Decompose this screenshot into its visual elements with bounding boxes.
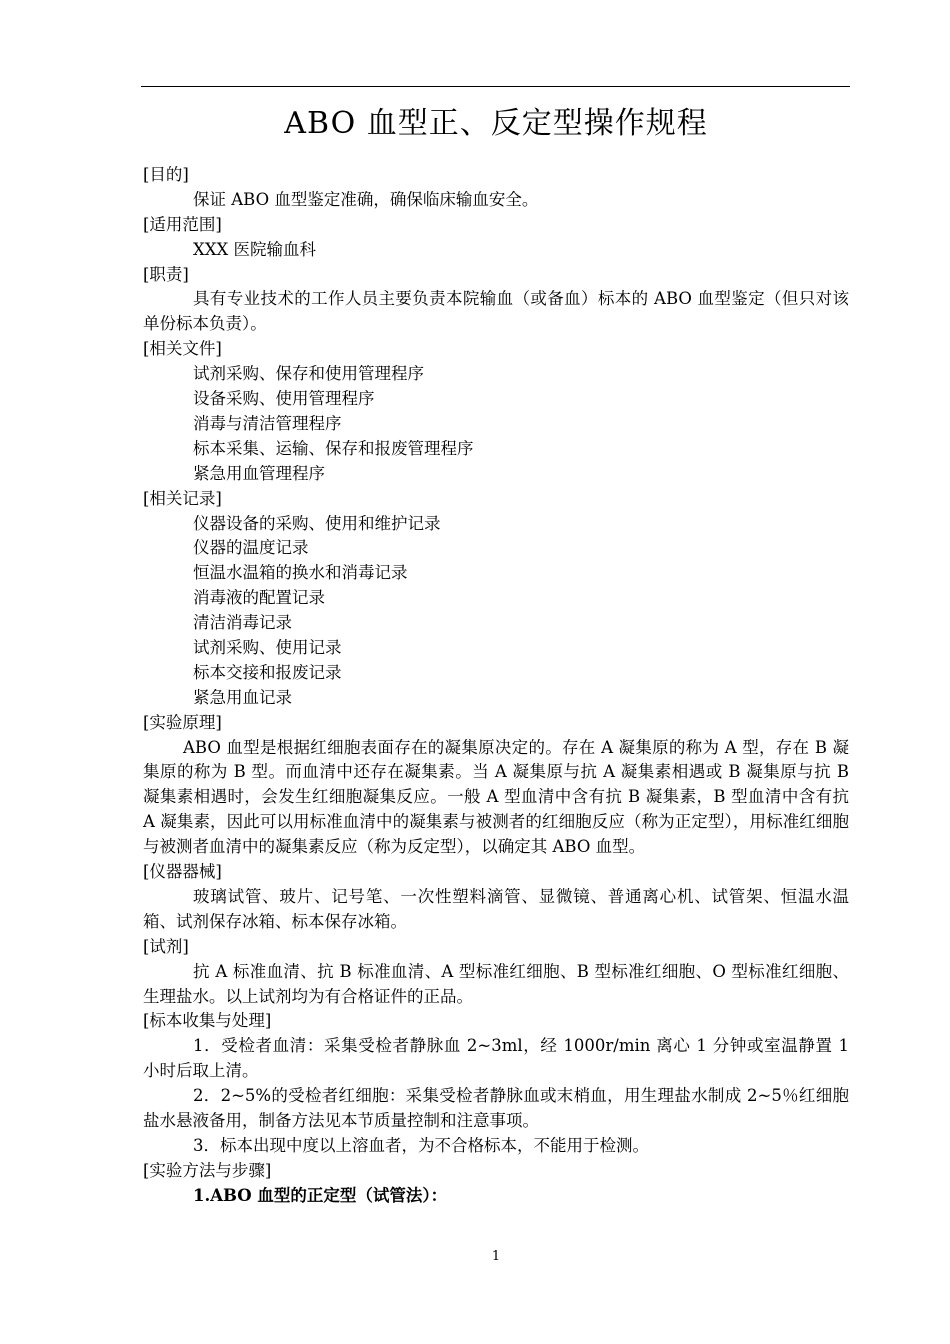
section-heading-purpose: [目的]: [143, 165, 189, 184]
section-heading-documents: [相关文件]: [143, 339, 222, 359]
section-heading-specimen: [标本收集与处理]: [143, 1011, 272, 1031]
list-item: 试剂采购、使用记录: [193, 637, 342, 657]
section-heading-scope: [适用范围]: [143, 214, 222, 234]
list-item: 仪器设备的采购、使用和维护记录: [193, 513, 441, 533]
principle-text: ABO 血型是根据红细胞表面存在的凝集原决定的。存在 A 凝集原的称为 A 型，存在 B 凝集原的称为 B 型。而血清中还存在凝集素。当 A 凝集原与抗 A 凝集素相遇或 B 凝集原与抗 B 凝集素相遇时，会发生红细胞凝集反应。一般 A 型血清中含有抗 B 凝集素，B 型血清中含有抗 A 凝集素，因此可以用标准血清中的凝集素与被测者的红细胞反应（称为正定型），用标准红细胞与被测者血清中的凝集素反应（称为反定型），以确定其 ABO 血型。: [143, 737, 849, 857]
list-item: 3．标本出现中度以上溶血者，为不合格标本，不能用于检测。: [193, 1135, 649, 1155]
section-heading-duty: [职责]: [143, 264, 189, 284]
section-heading-reagents: [试剂]: [143, 936, 189, 956]
list-item: 标本交接和报废记录: [193, 662, 342, 682]
documents-list: [143, 362, 849, 486]
list-item: 2．2~5%的受检者红细胞：采集受检者静脉血或末梢血，用生理盐水制成 2~5％红细胞盐水悬液备用，制备方法见本节质量控制和注意事项。: [143, 1086, 849, 1131]
purpose-text: 保证 ABO 血型鉴定准确，确保临床输血安全。: [193, 189, 539, 209]
method-step-heading: 1.ABO 血型的正定型（试管法）：: [193, 1185, 448, 1205]
records-list: [143, 512, 849, 711]
list-item: 试剂采购、保存和使用管理程序: [193, 364, 424, 384]
page-number: 1: [491, 1249, 501, 1264]
duty-text: 具有专业技术的工作人员主要负责本院输血（或备血）标本的 ABO 血型鉴定（但只对该单份标本负责）。: [143, 289, 849, 334]
list-item: 设备采购、使用管理程序: [193, 389, 375, 409]
scope-text: XXX 医院输血科: [193, 239, 316, 259]
list-item: 紧急用血管理程序: [193, 463, 325, 483]
list-item: 消毒液的配置记录: [193, 588, 325, 608]
section-heading-records: [相关记录]: [143, 488, 222, 508]
section-heading-method: [实验方法与步骤]: [143, 1160, 272, 1180]
header-rule: [141, 86, 850, 87]
document-body: [143, 163, 849, 1209]
specimen-list: [143, 1034, 849, 1159]
list-item: 仪器的温度记录: [193, 538, 309, 558]
list-item: 清洁消毒记录: [193, 613, 292, 633]
section-heading-principle: [实验原理]: [143, 712, 222, 732]
list-item: 标本采集、运输、保存和报废管理程序: [193, 438, 474, 458]
document-title: ABO 血型正、反定型操作规程: [284, 106, 708, 141]
list-item: 紧急用血记录: [193, 687, 292, 707]
equipment-text: 玻璃试管、玻片、记号笔、一次性塑料滴管、显微镜、普通离心机、试管架、恒温水温箱、试剂保存冰箱、标本保存冰箱。: [143, 886, 849, 931]
list-item: 恒温水温箱的换水和消毒记录: [193, 563, 408, 583]
section-heading-equipment: [仪器器械]: [143, 862, 222, 882]
list-item: 1．受检者血清：采集受检者静脉血 2~3ml，经 1000r/min 离心 1 分钟或室温静置 1 小时后取上清。: [143, 1036, 849, 1081]
reagents-text: 抗 A 标准血清、抗 B 标准血清、A 型标准红细胞、B 型标准红细胞、O 型标准红细胞、生理盐水。以上试剂均为有合格证件的正品。: [143, 961, 849, 1006]
list-item: 消毒与清洁管理程序: [193, 413, 342, 433]
